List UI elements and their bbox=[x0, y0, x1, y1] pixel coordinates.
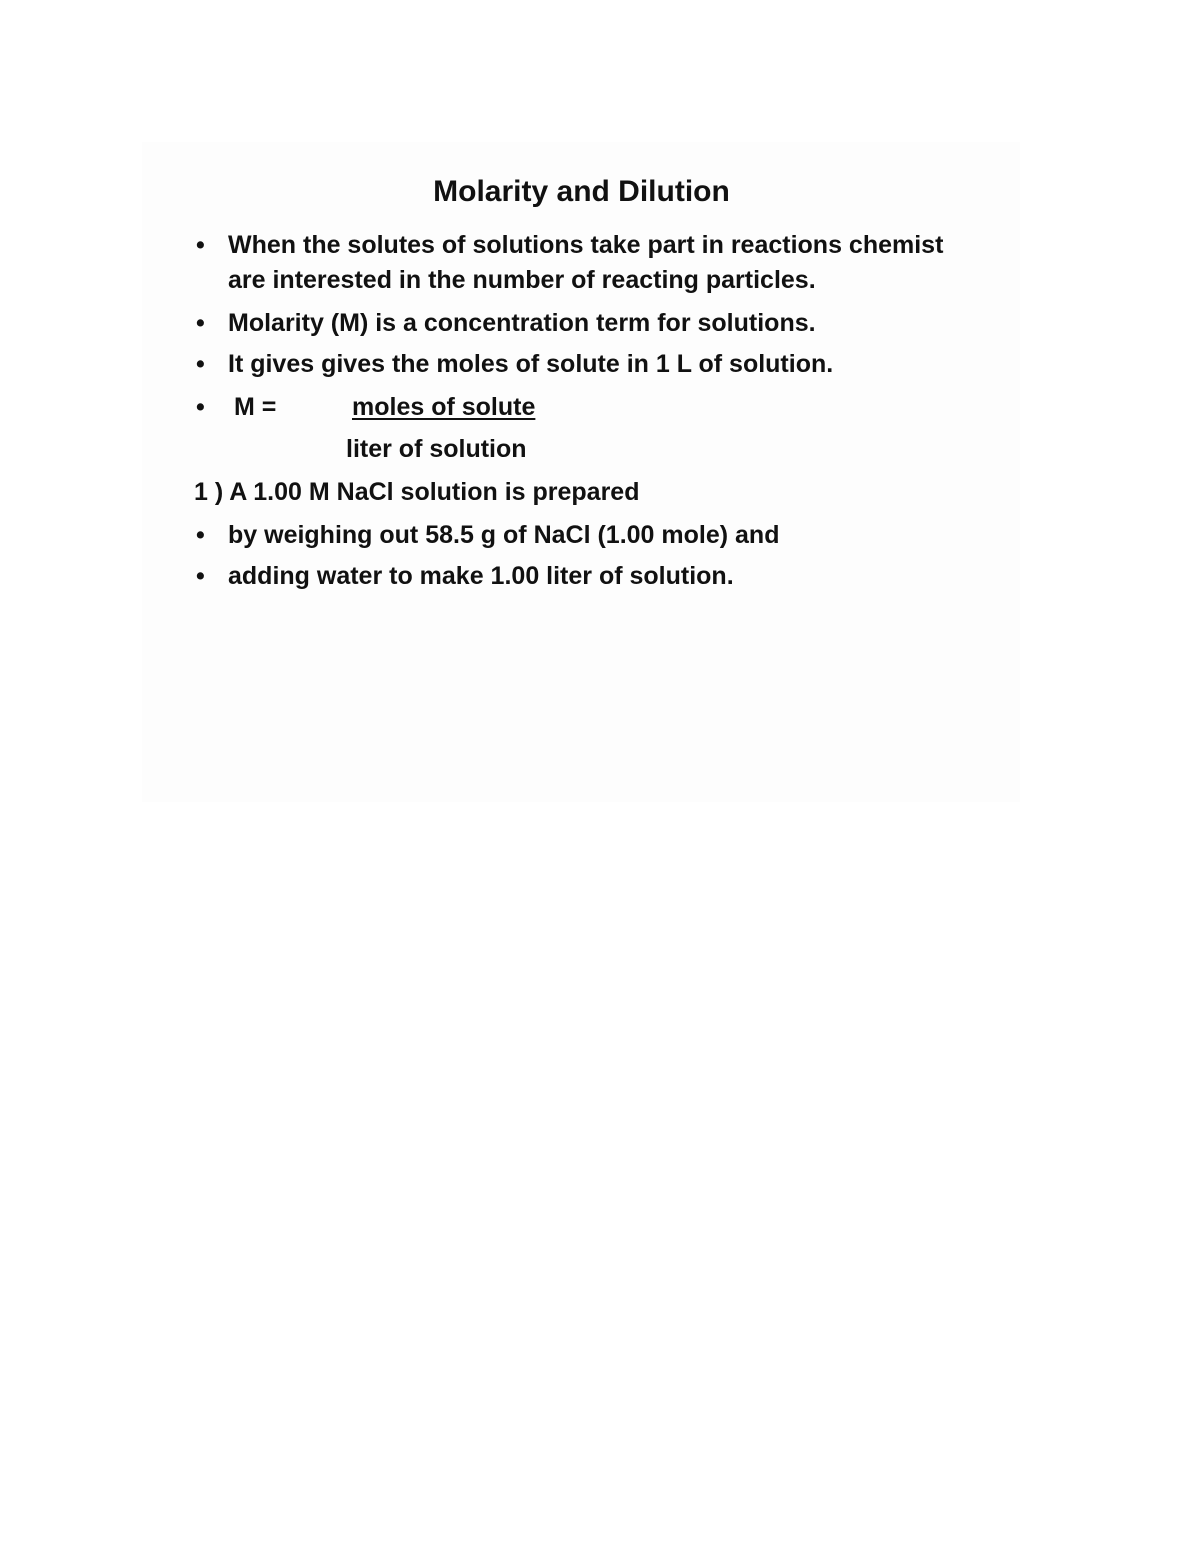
example-heading: 1 ) A 1.00 M NaCl solution is prepared bbox=[194, 478, 640, 506]
bullet-marker: • bbox=[196, 309, 205, 337]
bullet-text-1b: are interested in the number of reacting particles. bbox=[228, 266, 816, 294]
bullet-marker: • bbox=[196, 562, 205, 590]
bullet-marker: • bbox=[196, 231, 205, 259]
bullet-text-5: adding water to make 1.00 liter of solution. bbox=[228, 562, 734, 590]
bullet-text-4: by weighing out 58.5 g of NaCl (1.00 mole) and bbox=[228, 521, 780, 549]
bullet-text-3: It gives gives the moles of solute in 1 L of solution. bbox=[228, 350, 834, 378]
formula-numerator: moles of solute bbox=[352, 393, 536, 421]
bullet-marker: • bbox=[196, 393, 205, 421]
formula-denominator: liter of solution bbox=[346, 435, 527, 463]
bullet-text-2: Molarity (M) is a concentration term for solutions. bbox=[228, 309, 816, 337]
bullet-marker: • bbox=[196, 350, 205, 378]
bullet-marker: • bbox=[196, 521, 205, 549]
page-title: Molarity and Dilution bbox=[433, 175, 730, 208]
formula-lhs: M = bbox=[234, 393, 277, 421]
bullet-text-1a: When the solutes of solutions take part in reactions chemist bbox=[228, 231, 944, 259]
